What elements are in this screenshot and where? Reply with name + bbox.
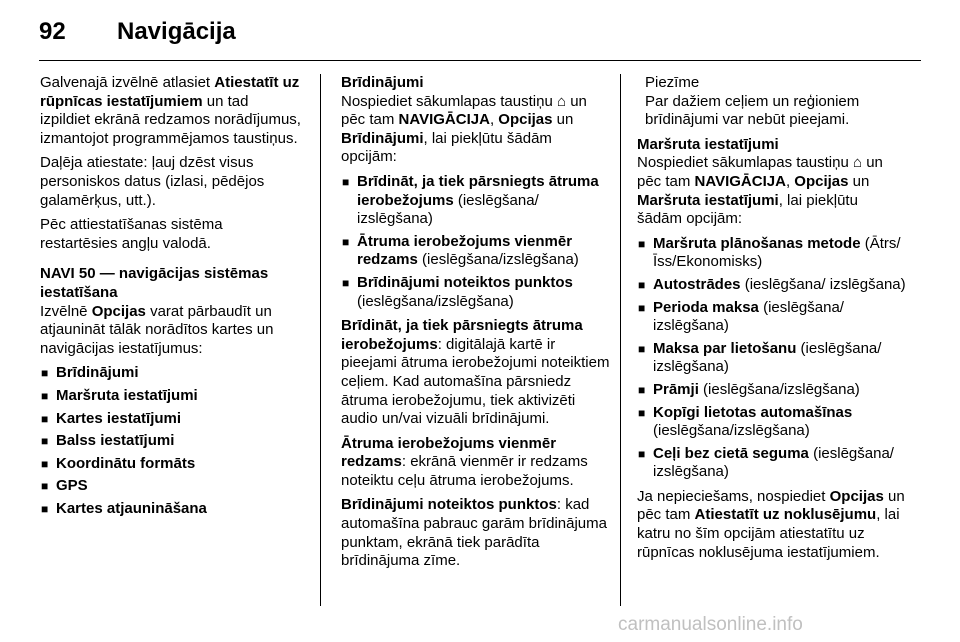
- note-text: Par dažiem ceļiem un reģioniem brīdinājumi var nebūt pieejami.: [645, 92, 860, 129]
- warnings-heading: Brīdinājumi: [341, 74, 424, 91]
- column-right: [637, 74, 907, 568]
- page-number: 92: [39, 18, 66, 45]
- navi-section-heading: NAVI 50 — navigācijas sistēmas iestatīšana: [40, 265, 269, 301]
- list-item: ■ Brīdināt, ja tiek pārsniegts ātruma ierobežojums (ieslēgšana/ izslēgšana): [341, 173, 611, 229]
- route-settings-instructions: Nospiediet sākumlapas taustiņu ⌂ un pēc tam NAVIGĀCIJA, Opcijas un Maršruta iestatījumi, lai piekļūtu šādām opcijām:: [637, 154, 883, 228]
- list-item: ■ Maršruta iestatījumi: [40, 387, 302, 406]
- restart-paragraph: Pēc attiestatīšanas sistēma restartēsies angļu valodā.: [40, 216, 223, 252]
- warnings-instructions: Nospiediet sākumlapas taustiņu ⌂ un pēc tam NAVIGĀCIJA, Opcijas un Brīdinājumi, lai piekļūtu šādām opcijām:: [341, 92, 587, 166]
- note-block: [637, 74, 907, 130]
- list-item: ■ Kartes atjaunināšana: [40, 500, 302, 519]
- intro-paragraph: Galvenajā izvēlnē atlasiet Atiestatīt uz rūpnīcas iestatījumiem un tad izpildiet ekrānā redzamos norādījumus, izmantojot programmējamos taustiņus.: [40, 74, 301, 147]
- home-icon: ⌂: [852, 154, 863, 172]
- page-header: [39, 14, 921, 58]
- list-item: ■ Ceļi bez cietā seguma (ieslēgšana/ izslēgšana): [637, 445, 907, 482]
- column-divider: [620, 74, 621, 606]
- navi-section-text: Izvēlnē Opcijas varat pārbaudīt un atjaunināt tālāk norādītos kartes un navigācijas iestatījumus:: [40, 302, 274, 357]
- column-divider: [320, 74, 321, 606]
- description-speed-always: Ātruma ierobežojums vienmēr redzams: ekrānā vienmēr ir redzams noteiktu ceļu ātruma ierobežojums.: [341, 434, 588, 489]
- header-divider: [39, 60, 921, 61]
- route-options-list: [637, 235, 907, 482]
- partial-reset-paragraph: Daļēja atiestate: ļauj dzēst visus personiskos datus (izlasi, pēdējos galamērķus, utt.).: [40, 154, 265, 209]
- reset-defaults-paragraph: Ja nepieciešams, nospiediet Opcijas un pēc tam Atiestatīt uz noklusējumu, lai katru no šīm opcijām atiestatītu uz rūpnīcas noklusējuma iestatījumiem.: [637, 487, 905, 561]
- warnings-options-list: [341, 173, 611, 311]
- description-speed-warning: Brīdināt, ja tiek pārsniegts ātruma ierobežojums: digitālajā kartē ir pieejami ātruma ierobežojumi noteiktiem ceļiem. Kad automašīna pārsniedz ātruma ierobežojumu, tiek aktivizēti audio un/vai vizuāli brīdinājumi.: [341, 317, 610, 428]
- home-icon: ⌂: [556, 92, 567, 110]
- list-item: ■ Prāmji (ieslēgšana/izslēgšana): [637, 381, 907, 400]
- list-item: ■ Balss iestatījumi: [40, 432, 302, 451]
- list-item: ■ Kartes iestatījumi: [40, 410, 302, 429]
- column-middle: [341, 74, 611, 577]
- column-left: [40, 74, 302, 524]
- watermark: carmanualsonline.info: [618, 614, 803, 635]
- list-item: ■ Koordinātu formāts: [40, 455, 302, 474]
- list-item: ■ Kopīgi lietotas automašīnas (ieslēgšana/izslēgšana): [637, 404, 907, 441]
- description-point-warnings: Brīdinājumi noteiktos punktos: kad automašīna pabrauc garām brīdinājuma punktam, ekrānā tiek parādīta brīdinājuma zīme.: [341, 496, 607, 570]
- page-title: Navigācija: [117, 18, 236, 45]
- list-item: ■ Ātruma ierobežojums vienmēr redzams (ieslēgšana/izslēgšana): [341, 233, 611, 270]
- list-item: ■ Maksa par lietošanu (ieslēgšana/ izslēgšana): [637, 340, 907, 377]
- list-item: ■ Perioda maksa (ieslēgšana/ izslēgšana): [637, 299, 907, 336]
- list-item: ■ GPS: [40, 477, 302, 496]
- list-item: ■ Maršruta plānošanas metode (Ātrs/ Īss/Ekonomisks): [637, 235, 907, 272]
- menu-term-options: Opcijas: [91, 302, 146, 320]
- note-title: Piezīme: [645, 74, 700, 91]
- list-item: ■ Brīdinājumi noteiktos punktos (ieslēgšana/izslēgšana): [341, 274, 611, 311]
- menu-term-factory-reset: Atiestatīt uz rūpnīcas iestatījumiem: [40, 74, 300, 110]
- route-settings-heading: Maršruta iestatījumi: [637, 135, 779, 153]
- list-item: ■ Brīdinājumi: [40, 364, 302, 383]
- settings-list: [40, 364, 302, 518]
- list-item: ■ Autostrādes (ieslēgšana/ izslēgšana): [637, 276, 907, 295]
